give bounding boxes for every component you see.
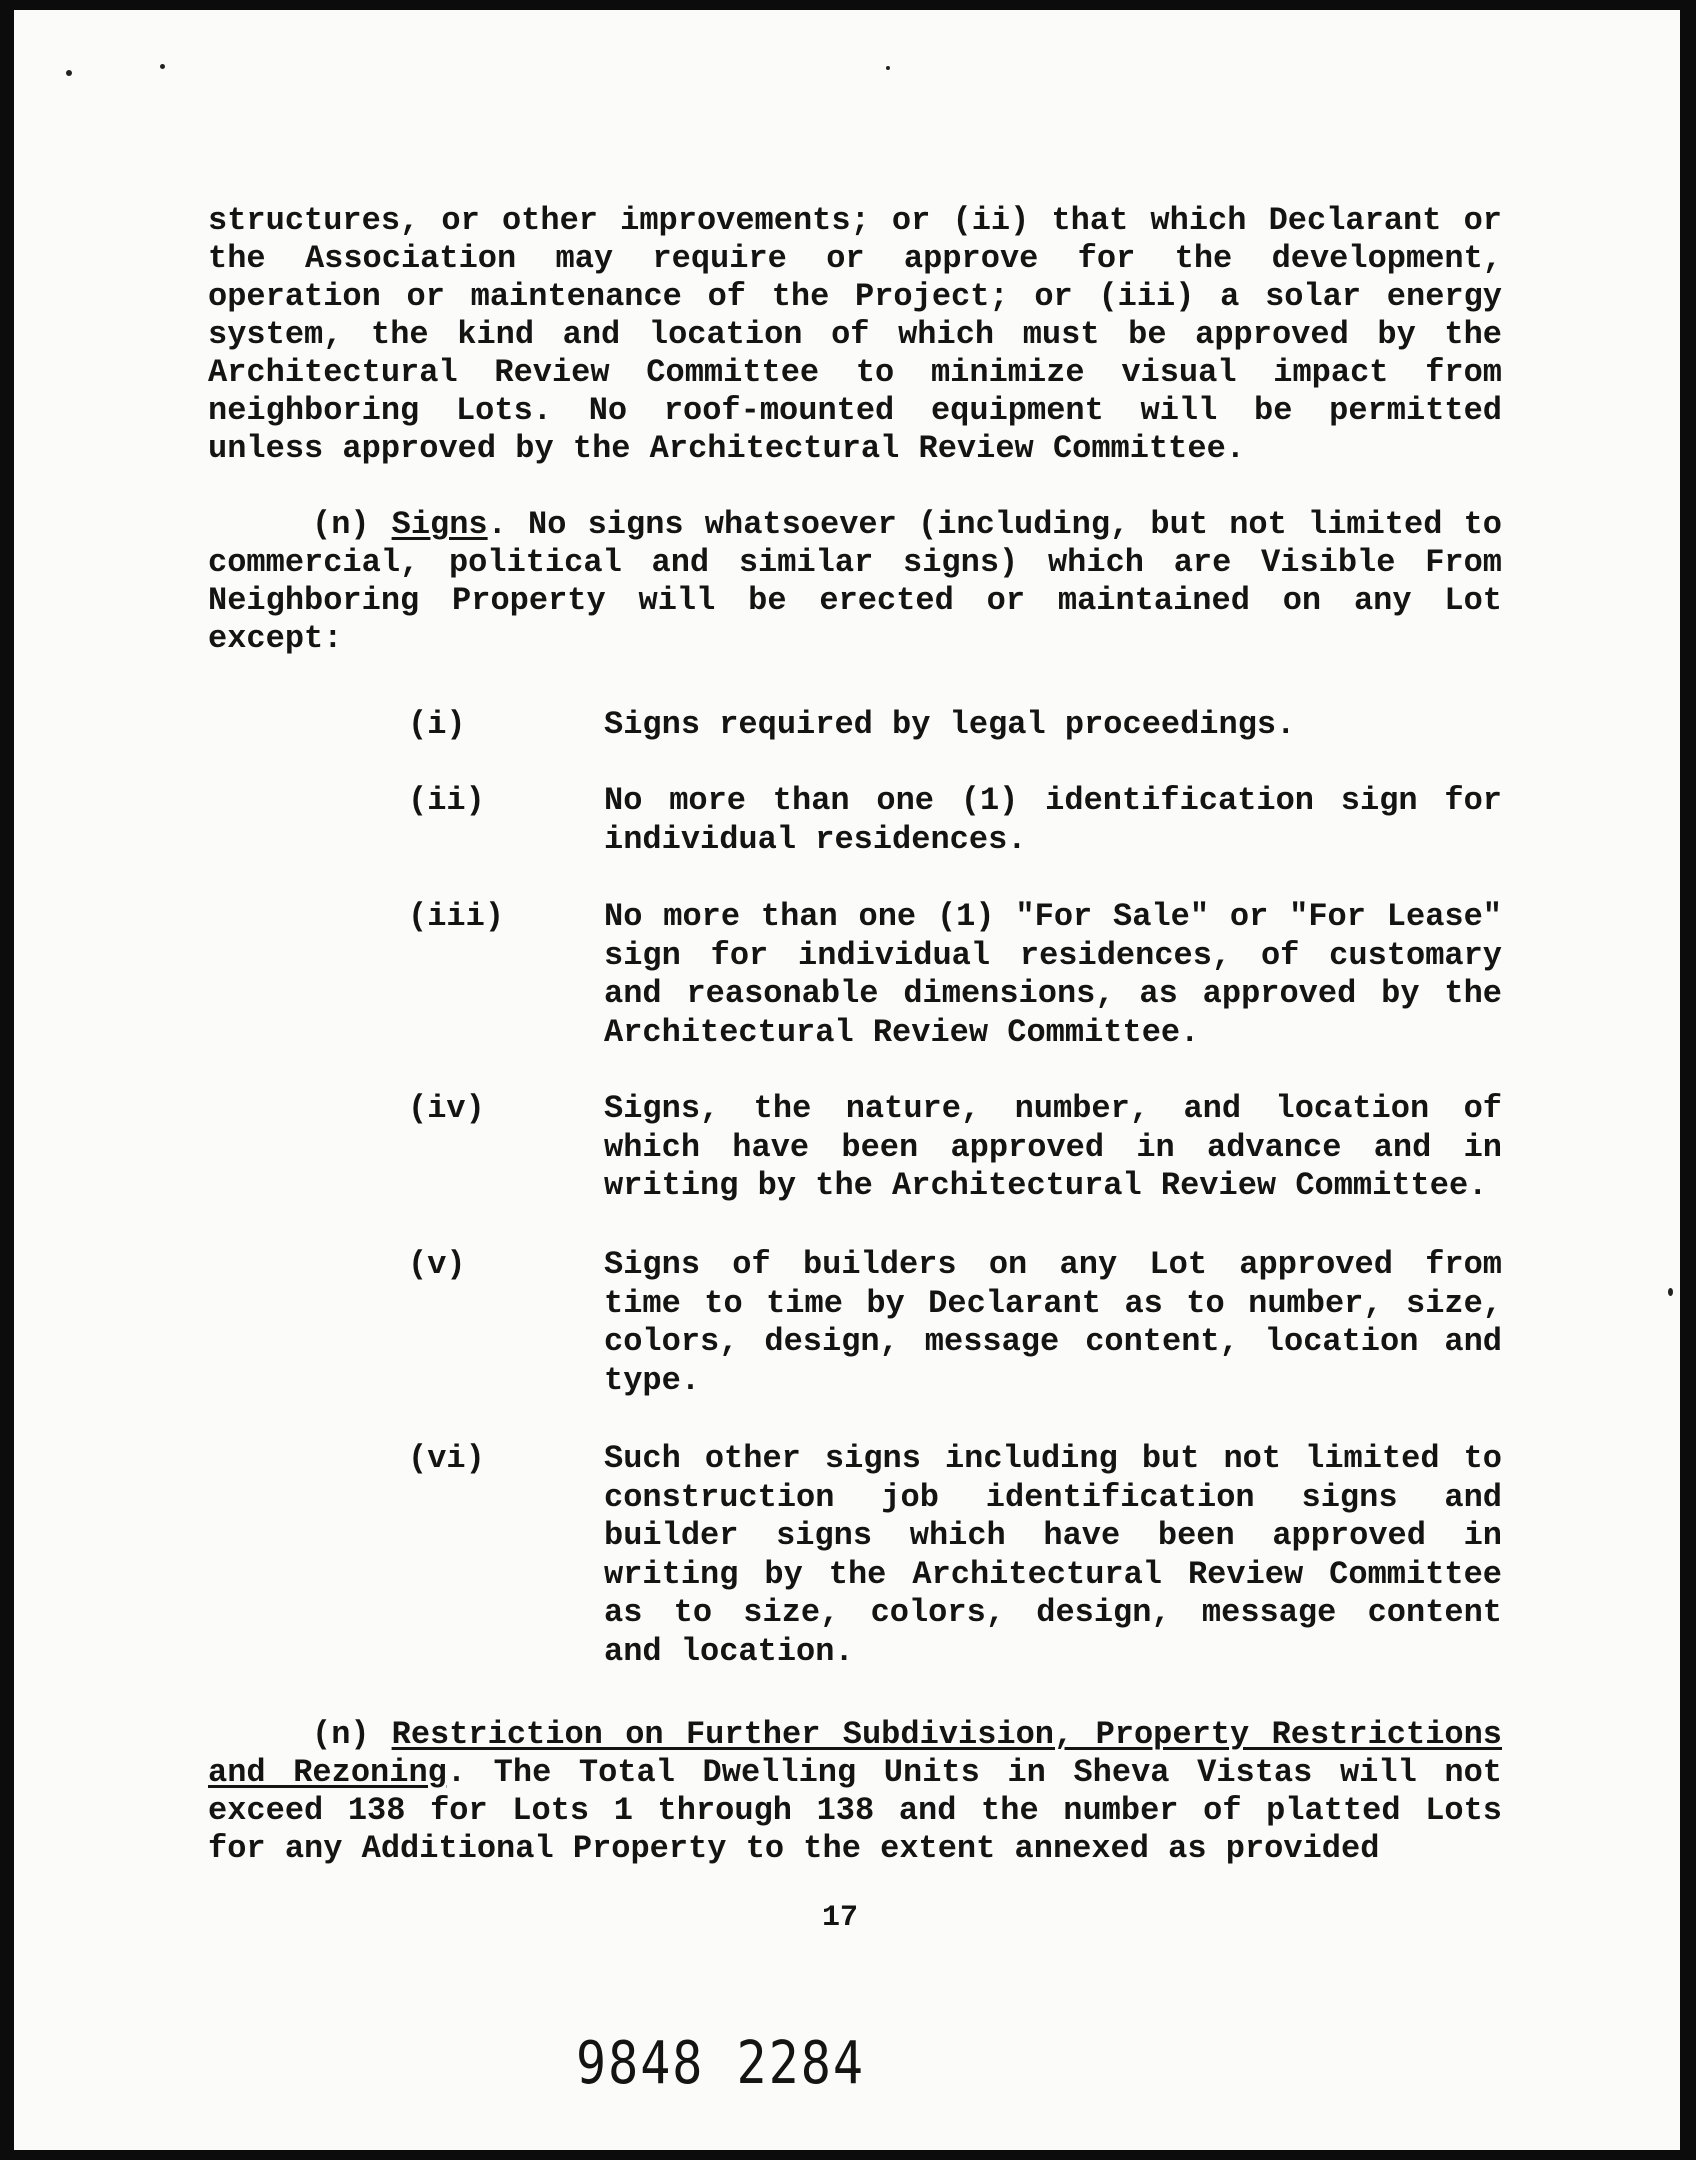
- item-text: Signs required by legal proceedings.: [604, 706, 1296, 743]
- item-number: (iii): [408, 898, 505, 935]
- document-stamp-number: 9848 2284: [576, 2028, 865, 2098]
- section-marker: (n): [312, 506, 370, 543]
- page-number: 17: [822, 1901, 859, 1935]
- item-text: Such other signs including but not limited to construction job identification signs and builder signs which have been approved in writing by the Architectural Review Committee as to size, colors, design, message content and location.: [604, 1440, 1502, 1670]
- section-n-restriction: [208, 1716, 1502, 1868]
- item-number: (vi): [408, 1440, 485, 1477]
- section-body: The Total Dwelling Units in Sheva Vistas will not exceed 138 for Lots 1 through 138 and the number of platted Lots for any Additional Property to the extent annexed as provided: [208, 1754, 1503, 1867]
- item-number: (v): [408, 1246, 466, 1283]
- section-n-signs: [208, 506, 1502, 658]
- item-text: Signs of builders on any Lot approved from time to time by Declarant as to number, size, colors, design, message content, location and type.: [604, 1246, 1502, 1399]
- item-number: (i): [408, 706, 466, 743]
- scan-speck: [886, 66, 890, 70]
- document-page: [14, 10, 1680, 2150]
- item-number: (iv): [408, 1090, 485, 1127]
- section-heading-period: .: [446, 1754, 467, 1791]
- section-marker: (n): [312, 1716, 370, 1753]
- scan-speck: [1668, 1288, 1673, 1296]
- item-number: (ii): [408, 782, 485, 819]
- item-text: No more than one (1) "For Sale" or "For Lease" sign for individual residences, of customary and reasonable dimensions, as approved by the Architectural Review Committee.: [604, 898, 1502, 1051]
- section-heading-period: .: [487, 506, 507, 543]
- item-text: Signs, the nature, number, and location of which have been approved in advance and in writing by the Architectural Review Committee.: [604, 1090, 1502, 1204]
- item-text: No more than one (1) identification sign for individual residences.: [604, 782, 1502, 858]
- scan-speck: [160, 64, 165, 69]
- section-heading: Signs: [391, 506, 488, 543]
- section-body: No signs whatsoever (including, but not limited to commercial, political and similar signs) which are Visible From Neighboring Property will be erected or maintained on any Lot except:: [208, 506, 1502, 657]
- section-heading: Restriction on Further Subdivision, Property Restrictions and Rezoning: [208, 1716, 1502, 1791]
- scan-speck: [66, 70, 72, 76]
- continued-paragraph: structures, or other improvements; or (ii) that which Declarant or the Association may require or approve for the development, operation or maintenance of the Project; or (iii) a solar energy system, the kind and location of which must be approved by the Architectural Review Committee to minimize visual impact from neighboring Lots. No roof-mounted equipment will be permitted unless approved by the Architectural Review Committee.: [208, 202, 1502, 467]
